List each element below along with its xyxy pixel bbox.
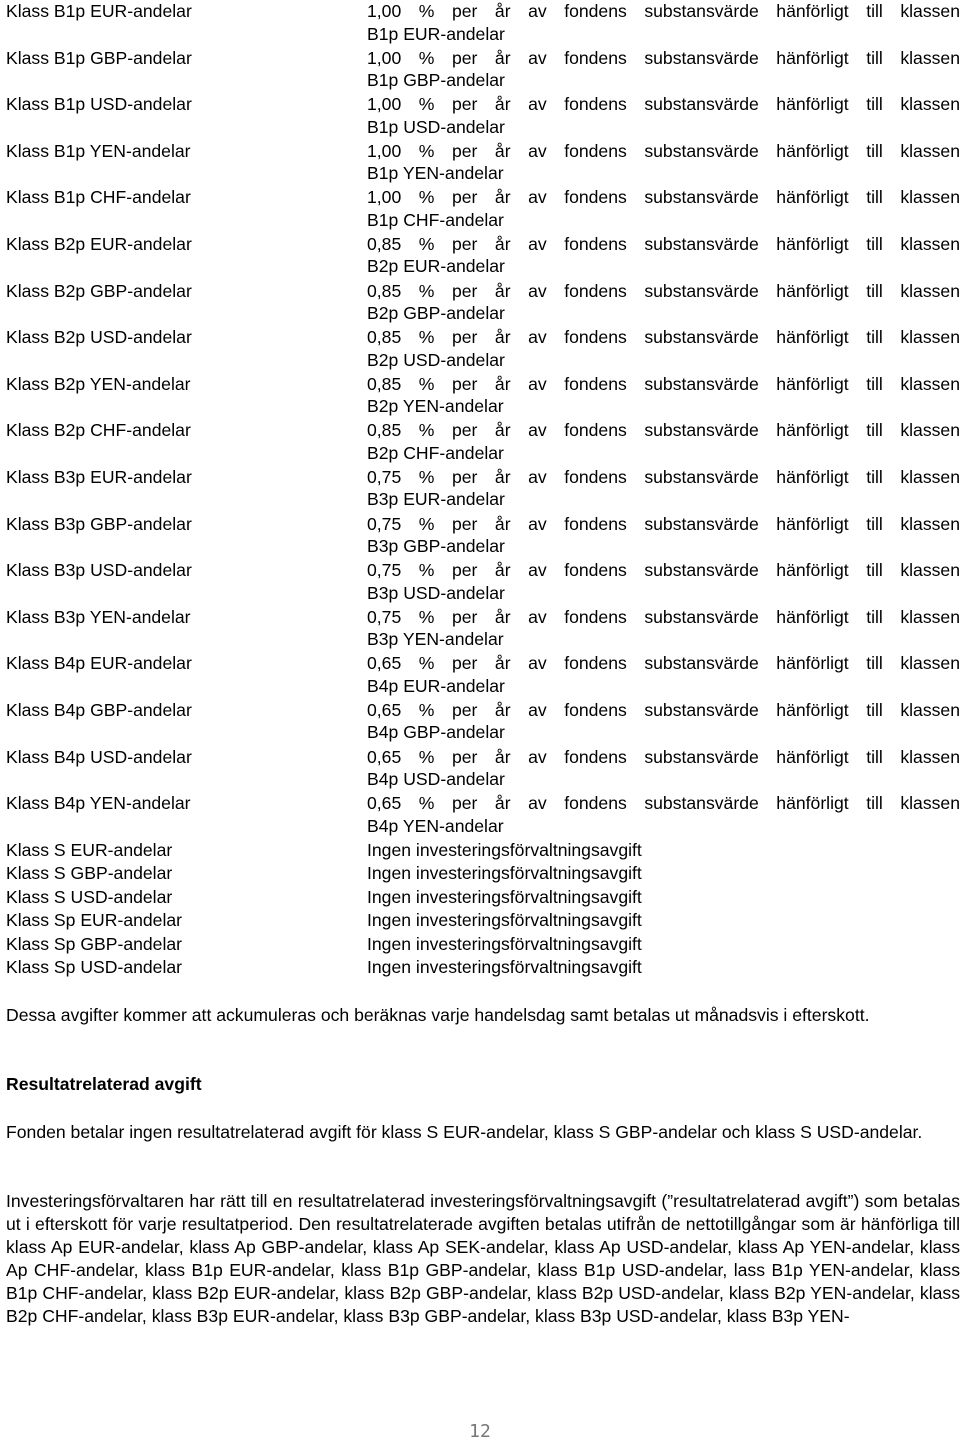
management-fee-table bbox=[6, 0, 960, 980]
fee-description bbox=[367, 47, 960, 92]
share-class-label: Klass B1p EUR-andelar bbox=[6, 1, 192, 21]
share-class-label: Klass B4p USD-andelar bbox=[6, 746, 192, 767]
fee-line-2: B4p USD-andelar bbox=[367, 769, 505, 789]
fee-description bbox=[367, 792, 960, 837]
share-class-label: Klass B3p USD-andelar bbox=[6, 560, 192, 581]
fee-table-row bbox=[6, 839, 960, 863]
fee-table-row bbox=[6, 513, 960, 560]
fee-line-2: B2p GBP-andelar bbox=[367, 303, 505, 324]
fee-line-1: 1,00 % per år av fondens substansvärde hänförligt till klassen bbox=[367, 140, 960, 161]
fee-description bbox=[367, 746, 960, 791]
fee-line-2: B3p EUR-andelar bbox=[367, 489, 505, 510]
fee-description bbox=[367, 909, 960, 932]
fee-description bbox=[367, 699, 960, 744]
fee-line-1: Ingen investeringsförvaltningsavgift bbox=[367, 839, 642, 860]
share-class-label: Klass B1p CHF-andelar bbox=[6, 187, 191, 208]
fee-line-1: 0,75 % per år av fondens substansvärde hänförligt till klassen bbox=[367, 466, 960, 487]
fee-line-2: B2p USD-andelar bbox=[367, 349, 505, 370]
fee-description bbox=[367, 933, 960, 956]
fee-line-2: B4p YEN-andelar bbox=[367, 815, 504, 836]
accrual-paragraph: Dessa avgifter kommer att ackumuleras och beräknas varje handelsdag samt betalas ut månadsvis i efterskott. bbox=[6, 1005, 870, 1025]
fee-table-row bbox=[6, 886, 960, 910]
fee-description bbox=[367, 862, 960, 885]
fee-description bbox=[367, 956, 960, 979]
share-class-label: Klass B3p YEN-andelar bbox=[6, 606, 191, 627]
fee-line-2: B1p YEN-andelar bbox=[367, 163, 504, 184]
fee-line-1: Ingen investeringsförvaltningsavgift bbox=[367, 886, 642, 907]
fee-line-1: Ingen investeringsförvaltningsavgift bbox=[367, 957, 642, 978]
fee-table-row bbox=[6, 909, 960, 933]
fee-description bbox=[367, 419, 960, 464]
share-class-label: Klass B2p EUR-andelar bbox=[6, 233, 192, 254]
fee-table-row bbox=[6, 326, 960, 373]
share-class-label: Klass B1p GBP-andelar bbox=[6, 47, 192, 68]
fee-table-row bbox=[6, 606, 960, 653]
fee-line-1: 0,85 % per år av fondens substansvärde hänförligt till klassen bbox=[367, 420, 960, 441]
share-class-label: Klass B3p GBP-andelar bbox=[6, 513, 192, 534]
fee-table-row bbox=[6, 792, 960, 839]
fee-line-1: 0,85 % per år av fondens substansvärde hänförligt till klassen bbox=[367, 280, 960, 301]
fee-description bbox=[367, 326, 960, 371]
share-class-label: Klass S GBP-andelar bbox=[6, 863, 173, 884]
fee-line-1: Ingen investeringsförvaltningsavgift bbox=[367, 933, 642, 954]
fee-line-1: 0,65 % per år av fondens substansvärde hänförligt till klassen bbox=[367, 746, 960, 767]
fee-line-1: 0,75 % per år av fondens substansvärde hänförligt till klassen bbox=[367, 560, 960, 581]
share-class-label: Klass S USD-andelar bbox=[6, 886, 173, 907]
fee-table-row bbox=[6, 862, 960, 886]
fee-table-row bbox=[6, 280, 960, 327]
fee-description bbox=[367, 186, 960, 231]
fee-line-1: Ingen investeringsförvaltningsavgift bbox=[367, 910, 642, 931]
fee-line-1: 0,85 % per år av fondens substansvärde hänförligt till klassen bbox=[367, 327, 960, 348]
share-class-label: Klass Sp GBP-andelar bbox=[6, 933, 183, 954]
page-number: 12 bbox=[469, 1421, 491, 1442]
fee-line-1: 1,00 % per år av fondens substansvärde hänförligt till klassen bbox=[367, 94, 960, 115]
fee-line-2: B2p EUR-andelar bbox=[367, 256, 505, 277]
fee-table-row bbox=[6, 233, 960, 280]
share-class-label: Klass B4p GBP-andelar bbox=[6, 699, 192, 720]
fee-table-row bbox=[6, 419, 960, 466]
fee-line-1: 1,00 % per år av fondens substansvärde hänförligt till klassen bbox=[367, 47, 960, 68]
fee-line-2: B1p CHF-andelar bbox=[367, 209, 504, 230]
fee-description bbox=[367, 93, 960, 138]
fee-line-2: B2p YEN-andelar bbox=[367, 396, 504, 417]
fee-line-1: 0,65 % per år av fondens substansvärde hänförligt till klassen bbox=[367, 699, 960, 720]
fee-line-2: B3p USD-andelar bbox=[367, 582, 505, 603]
fee-table-row bbox=[6, 933, 960, 957]
fee-line-1: 0,75 % per år av fondens substansvärde hänförligt till klassen bbox=[367, 513, 960, 534]
fee-description bbox=[367, 513, 960, 558]
fee-description bbox=[367, 886, 960, 909]
fee-table-row bbox=[6, 47, 960, 94]
share-class-label: Klass B1p YEN-andelar bbox=[6, 140, 191, 161]
fee-description bbox=[367, 140, 960, 185]
fee-line-1: 0,65 % per år av fondens substansvärde hänförligt till klassen bbox=[367, 653, 960, 674]
fee-line-2: B4p GBP-andelar bbox=[367, 722, 505, 743]
share-class-label: Klass B3p EUR-andelar bbox=[6, 466, 192, 487]
fee-table-row bbox=[6, 956, 960, 980]
fee-table-row bbox=[6, 466, 960, 513]
fee-description bbox=[367, 606, 960, 651]
fee-line-1: 0,85 % per år av fondens substansvärde hänförligt till klassen bbox=[367, 373, 960, 394]
fee-line-2: B1p GBP-andelar bbox=[367, 70, 505, 91]
fee-line-1: Ingen investeringsförvaltningsavgift bbox=[367, 863, 642, 884]
fee-table-row bbox=[6, 0, 960, 47]
fee-table-row bbox=[6, 559, 960, 606]
fee-table-row bbox=[6, 186, 960, 233]
share-class-label: Klass B2p CHF-andelar bbox=[6, 420, 191, 441]
fee-line-2: B1p USD-andelar bbox=[367, 116, 505, 137]
share-class-label: Klass B2p YEN-andelar bbox=[6, 373, 191, 394]
fee-table-row bbox=[6, 373, 960, 420]
share-class-label: Klass S EUR-andelar bbox=[6, 839, 173, 860]
fee-table-row bbox=[6, 699, 960, 746]
performance-fee-paragraph-2: Investeringsförvaltaren har rätt till en resultatrelaterad investeringsförvaltningsavgift (”resultatrelaterad avgift”) som betalas ut i efterskott för varje resultatperiod. Den resultatrelaterade avgiften betalas utifrån de nettotillgångar som är hänförliga till klass Ap EUR-andelar, klass Ap GBP-andelar, klass Ap SEK-andelar, klass Ap USD-andelar, klass Ap YEN-andelar, klass Ap CHF-andelar, klass B1p EUR-andelar, klass B1p GBP-andelar, klass B1p USD-andelar, lass B1p YEN-andelar, klass B1p CHF-andelar, klass B2p EUR-andelar, klass B2p GBP-andelar, klass B2p USD-andelar, klass B2p YEN-andelar, klass B2p CHF-andelar, klass B3p EUR-andelar, klass B3p GBP-andelar, klass B3p USD-andelar, klass B3p YEN- bbox=[6, 1191, 960, 1326]
fee-table-row bbox=[6, 93, 960, 140]
share-class-label: Klass B1p USD-andelar bbox=[6, 94, 192, 115]
fee-line-1: 1,00 % per år av fondens substansvärde hänförligt till klassen bbox=[367, 1, 960, 21]
fee-line-2: B2p CHF-andelar bbox=[367, 442, 504, 463]
fee-table-row bbox=[6, 140, 960, 187]
fee-table-row bbox=[6, 746, 960, 793]
share-class-label: Klass B4p EUR-andelar bbox=[6, 653, 192, 674]
share-class-label: Klass Sp EUR-andelar bbox=[6, 910, 183, 931]
fee-line-1: 0,85 % per år av fondens substansvärde hänförligt till klassen bbox=[367, 233, 960, 254]
fee-description bbox=[367, 373, 960, 418]
fee-line-2: B3p YEN-andelar bbox=[367, 629, 504, 650]
share-class-label: Klass B4p YEN-andelar bbox=[6, 793, 191, 814]
fee-line-1: 1,00 % per år av fondens substansvärde hänförligt till klassen bbox=[367, 187, 960, 208]
fee-line-2: B4p EUR-andelar bbox=[367, 675, 505, 696]
fee-line-2: B3p GBP-andelar bbox=[367, 536, 505, 557]
fee-line-2: B1p EUR-andelar bbox=[367, 23, 505, 44]
fee-description bbox=[367, 839, 960, 862]
fee-description bbox=[367, 466, 960, 511]
fee-line-1: 0,75 % per år av fondens substansvärde hänförligt till klassen bbox=[367, 606, 960, 627]
performance-fee-paragraph-1: Fonden betalar ingen resultatrelaterad avgift för klass S EUR-andelar, klass S GBP-andelar och klass S USD-andelar. bbox=[6, 1122, 923, 1142]
section-heading: Resultatrelaterad avgift bbox=[6, 1074, 202, 1094]
share-class-label: Klass B2p USD-andelar bbox=[6, 327, 192, 348]
fee-description bbox=[367, 280, 960, 325]
fee-description bbox=[367, 233, 960, 278]
share-class-label: Klass Sp USD-andelar bbox=[6, 957, 183, 978]
fee-description bbox=[367, 559, 960, 604]
fee-line-1: 0,65 % per år av fondens substansvärde hänförligt till klassen bbox=[367, 793, 960, 814]
share-class-label: Klass B2p GBP-andelar bbox=[6, 280, 192, 301]
fee-table-row bbox=[6, 652, 960, 699]
fee-description bbox=[367, 652, 960, 697]
fee-description bbox=[367, 0, 960, 45]
